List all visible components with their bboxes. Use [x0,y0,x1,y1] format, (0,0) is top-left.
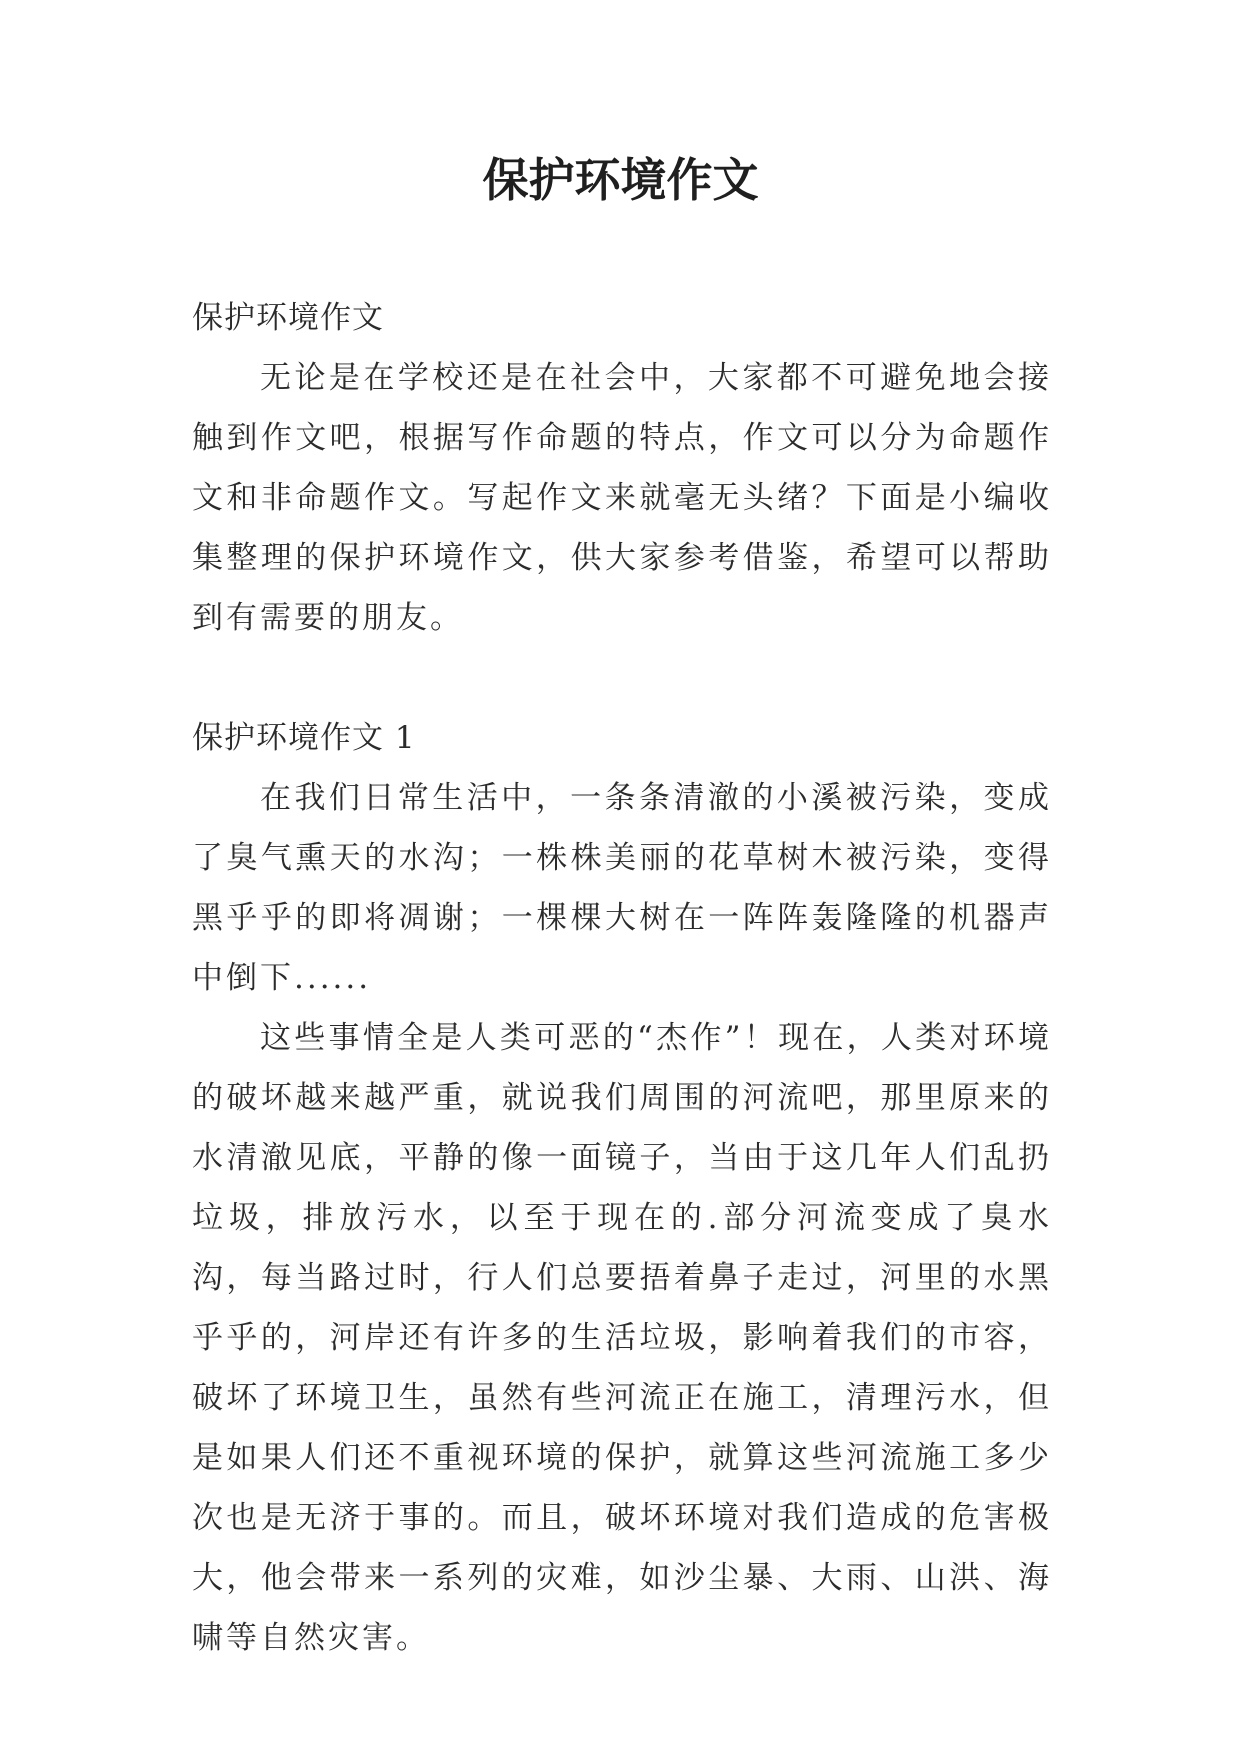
section1-paragraph-2: 这些事情全是人类可恶的“杰作”！现在，人类对环境的破坏越来越严重，就说我们周围的河流吧，那里原来的水清澈见底，平静的像一面镜子，当由于这几年人们乱扔垃圾，排放污水，以至于现在的.部分河流变成了臭水沟，每当路过时，行人们总要捂着鼻子走过，河里的水黑乎乎的，河岸还有许多的生活垃圾，影响着我们的市容，破坏了环境卫生，虽然有些河流正在施工，清理污水，但是如果人们还不重视环境的保护，就算这些河流施工多少次也是无济于事的。而且，破坏环境对我们造成的危害极大，他会带来一系列的灾难，如沙尘暴、大雨、山洪、海啸等自然灾害。 [192,1020,1052,1656]
intro-paragraph: 无论是在学校还是在社会中，大家都不可避免地会接触到作文吧，根据写作命题的特点，作文可以分为命题作文和非命题作文。写起作文来就毫无头绪？下面是小编收集整理的保护环境作文，供大家参考借鉴，希望可以帮助到有需要的朋友。 [192,360,1052,636]
intro-heading: 保护环境作文 [192,300,384,336]
section-spacer [192,648,1052,708]
section1-heading: 保护环境作文 1 [192,720,416,756]
document-body [192,288,1052,1668]
document-title: 保护环境作文 [482,153,759,207]
section1-paragraph-1: 在我们日常生活中，一条条清澈的小溪被污染，变成了臭气熏天的水沟；一株株美丽的花草树木被污染，变得黑乎乎的即将凋谢；一棵棵大树在一阵阵轰隆隆的机器声中倒下...... [192,780,1052,996]
